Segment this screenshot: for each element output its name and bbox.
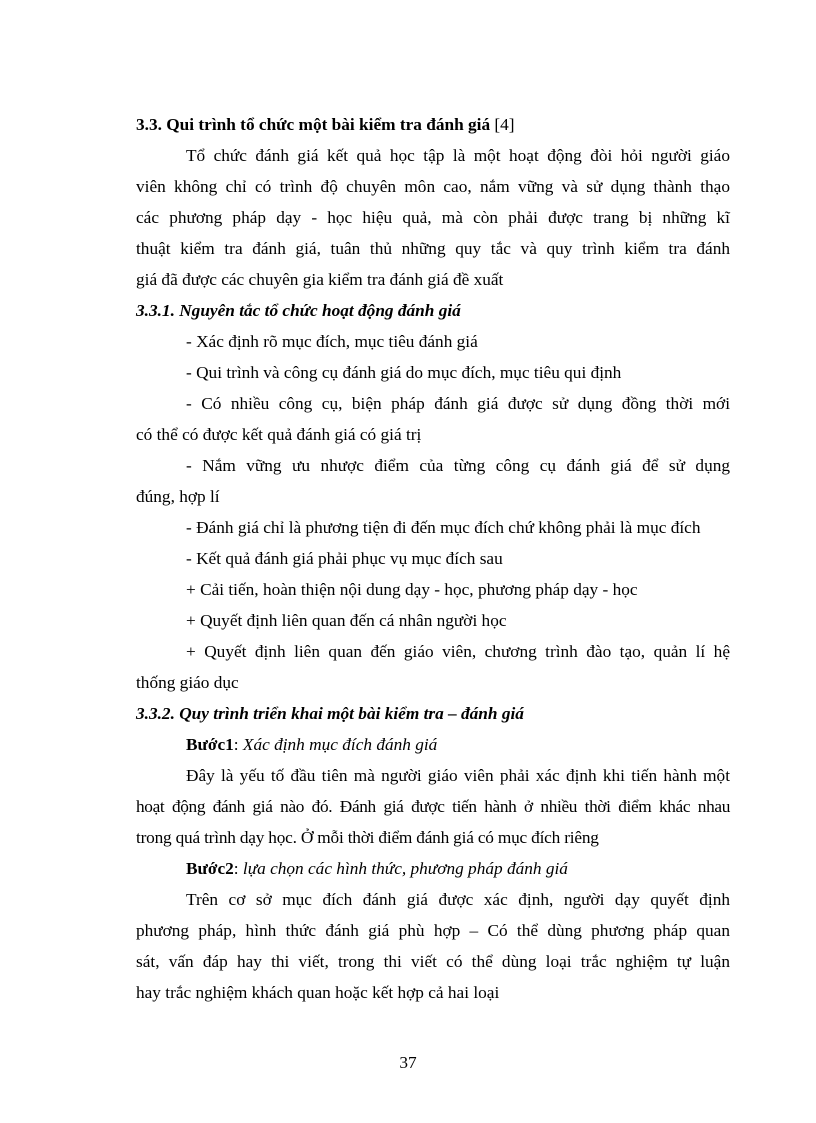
list-item: + Quyết định liên quan đến cá nhân người học — [186, 611, 507, 630]
paragraph-line: Tổ chức đánh giá kết quả học tập là một hoạt động đòi hỏi người giáo — [186, 146, 730, 165]
step-title: Xác định mục đích đánh giá — [242, 735, 438, 754]
section-heading-3-3-2: 3.3.2. Quy trình triển khai một bài kiểm tra – đánh giá — [136, 704, 524, 723]
list-item-continuation: đúng, hợp lí — [136, 487, 220, 506]
list-item: + Cải tiến, hoàn thiện nội dung dạy - học, phương pháp dạy - học — [186, 580, 638, 599]
list-item: - Đánh giá chỉ là phương tiện đi đến mục đích chứ không phải là mục đích — [186, 518, 701, 537]
step-2-heading — [186, 858, 730, 880]
step-separator: : — [233, 735, 243, 754]
paragraph-line: các phương pháp dạy - học hiệu quả, mà còn phải được trang bị những kĩ — [136, 208, 730, 227]
paragraph-line: Trên cơ sở mục đích đánh giá được xác định, người dạy quyết định — [186, 890, 730, 909]
section-heading-3-3-1: 3.3.1. Nguyên tắc tổ chức hoạt động đánh giá — [136, 301, 461, 320]
paragraph-line: thuật kiểm tra đánh giá, tuân thủ những quy tắc và quy trình kiểm tra đánh — [136, 239, 730, 258]
list-item-continuation: có thể có được kết quả đánh giá có giá trị — [136, 425, 422, 444]
section-heading-3-3 — [136, 114, 730, 136]
step-label: Bước1 — [186, 735, 234, 754]
section-heading-text: 3.3. Qui trình tổ chức một bài kiểm tra đánh giá — [136, 115, 491, 134]
list-item: - Có nhiều công cụ, biện pháp đánh giá được sử dụng đồng thời mới — [186, 394, 730, 413]
paragraph-line: hay trắc nghiệm khách quan hoặc kết hợp cả hai loại — [136, 983, 500, 1002]
paragraph-line: sát, vấn đáp hay thi viết, trong thi viết có thể dùng loại trắc nghiệm tự luận — [136, 952, 730, 971]
list-item-continuation: thống giáo dục — [136, 673, 239, 692]
list-item: - Xác định rõ mục đích, mục tiêu đánh giá — [186, 332, 478, 351]
paragraph-line: giá đã được các chuyên gia kiểm tra đánh giá đề xuất — [136, 270, 504, 289]
paragraph-line: trong quá trình dạy học. Ở mỗi thời điểm đánh giá có mục đích riêng — [136, 828, 599, 847]
paragraph-line: viên không chỉ có trình độ chuyên môn cao, nắm vững và sử dụng thành thạo — [136, 177, 730, 196]
list-item: - Nắm vững ưu nhược điểm của từng công cụ đánh giá để sử dụng — [186, 456, 730, 475]
citation: [4] — [490, 115, 515, 134]
list-item: - Kết quả đánh giá phải phục vụ mục đích sau — [186, 549, 503, 568]
list-item: - Qui trình và công cụ đánh giá do mục đích, mục tiêu qui định — [186, 363, 622, 382]
page-number: 37 — [399, 1053, 417, 1072]
paragraph-line: hoạt động đánh giá nào đó. Đánh giá được tiến hành ở nhiều thời điểm khác nhau — [136, 797, 730, 816]
list-item: + Quyết định liên quan đến giáo viên, chương trình đào tạo, quản lí hệ — [186, 642, 730, 661]
step-1-heading — [186, 734, 730, 756]
step-title: lựa chọn các hình thức, phương pháp đánh giá — [242, 859, 568, 878]
step-label: Bước2 — [186, 859, 234, 878]
step-separator: : — [233, 859, 243, 878]
paragraph-line: phương pháp, hình thức đánh giá phù hợp – Có thể dùng phương pháp quan — [136, 921, 730, 940]
paragraph-line: Đây là yếu tố đầu tiên mà người giáo viên phải xác định khi tiến hành một — [186, 766, 730, 785]
